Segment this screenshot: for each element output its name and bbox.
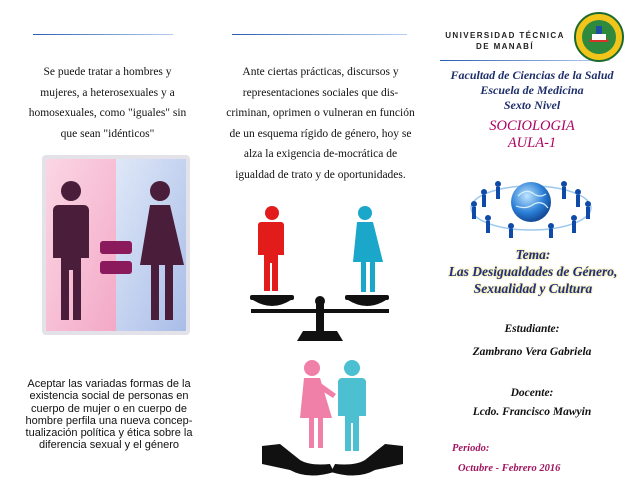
university-name: UNIVERSIDAD TÉCNICA DE MANABÍ [445,31,565,51]
balance-scale-icon [245,205,395,345]
left-paragraph-top: Se puede tratar a hombres y mujeres, a heterosexuales y a homosexuales, como "iguales" sin que sean "idénticos" [28,66,187,140]
period-label: Periodo: [452,443,490,454]
course-name: SOCIOLOGIA [489,118,575,134]
divider-middle [232,34,407,35]
room-name: AULA-1 [507,135,557,151]
student-label: Estudiante: [504,323,560,335]
middle-paragraph: Ante ciertas prácticas, discursos y representaciones sociales que dis-criminan, oprimen o vulneran en función de un esquema rígido de género, hoy se alza la exigencia de-mocrática de igualdad de trato y de oportunidades. [226,66,415,181]
period-value: Octubre - Febrero 2016 [458,463,561,474]
student-name: Zambrano Vera Gabriela [472,346,592,358]
left-paragraph-bottom: Aceptar las variadas formas de la existencia social de personas en cuerpo de mujer o en cuerpo de hombre perfila una nueva concep-tualización política y ética sobre la diferencia sexual y el género [25,378,193,452]
topic-block [438,246,628,297]
faculty-name: Facultad de Ciencias de la Salud [450,68,614,82]
level-name: Sexto Nivel [503,98,561,112]
university-seal-icon [574,12,624,62]
topic-title: Las Desigualdades de Género, Sexualidad y Cultura [448,264,618,296]
divider-left [33,34,173,35]
course-block [442,118,622,152]
hands-holding-couple-icon [260,358,405,480]
teacher-label: Docente: [510,387,554,399]
globe-people-icon [466,174,596,239]
faculty-block [442,68,622,113]
topic-label: Tema: [515,247,551,262]
teacher-name: Lcdo. Francisco Mawyin [472,406,592,418]
gender-equality-icon [42,155,190,335]
school-name: Escuela de Medicina [480,83,584,97]
